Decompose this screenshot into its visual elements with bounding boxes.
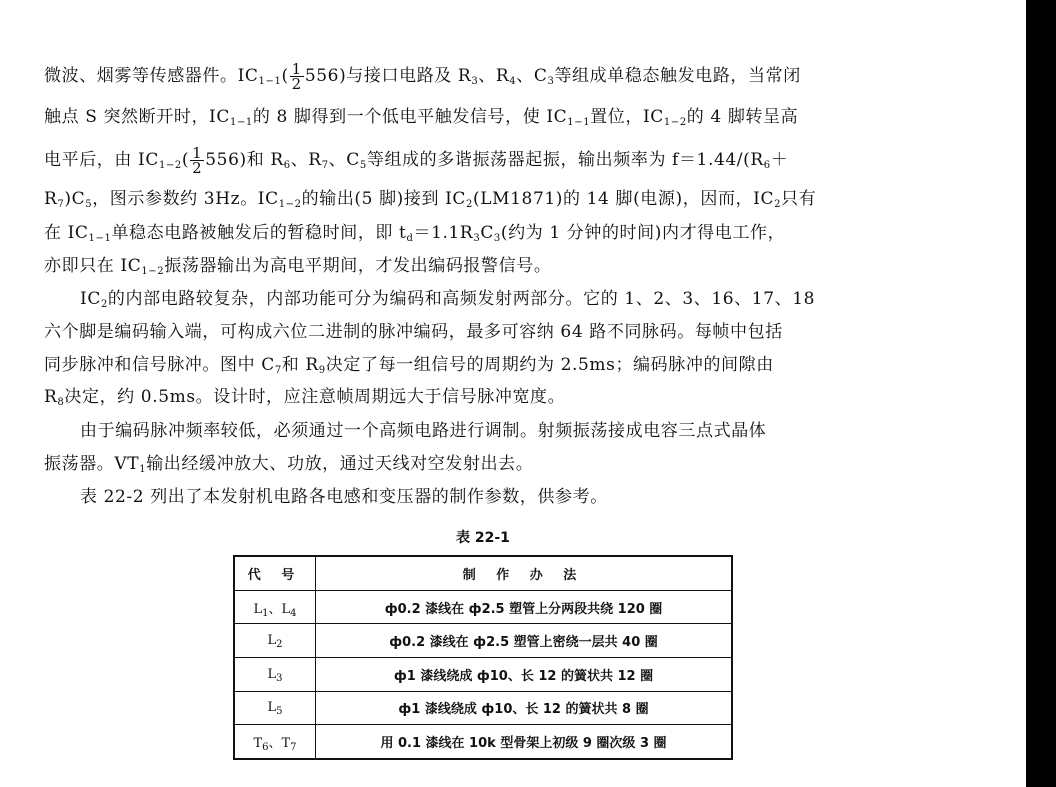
scan-border xyxy=(1026,0,1056,787)
row-method: ф1 漆线绕成 ф10、长 12 的簧状共 12 圈 xyxy=(316,657,733,691)
p2-line3: 同步脉冲和信号脉冲。图中 $C_7$和 $R_9$决定了每一组信号的周期约为 2.5ms；编码脉冲的间隙由 xyxy=(44,355,774,376)
header-method: 制 作 办 法 xyxy=(316,556,733,590)
p4-line1: 表 22-2 列出了本发射机电路各电感和变压器的制作参数，供参考。 xyxy=(80,487,608,507)
row-code: $L_1$、$L_4$ xyxy=(234,590,316,624)
p1-line5: 在 $IC_{1-1}$单稳态电路被触发后的暂稳时间，即 $t_d=1.1R_3C_3$(约为 1 分钟的时间)内才得电工作， xyxy=(44,223,786,244)
p1-line4: $R_7)C_5$，图示参数约 3Hz。$IC_{1-2}$的输出(5 脚)接到 $IC_2(LM1871)$的 14 脚(电源)，因而，$IC_2$只有 xyxy=(44,189,817,210)
table-row xyxy=(234,657,732,691)
row-code: $T_6$、$T_7$ xyxy=(234,725,316,759)
parameter-table xyxy=(233,555,733,760)
p2-line1: $IC_2$的内部电路较复杂，内部功能可分为编码和高频发射两部分。它的 1、2、3、16、17、18 xyxy=(80,289,816,310)
table-row xyxy=(234,691,732,725)
header-code: 代 号 xyxy=(234,556,316,590)
row-method: 用 0.1 漆线在 10k 型骨架上初级 9 圈次级 3 圈 xyxy=(316,725,733,759)
table-header-row xyxy=(234,556,732,590)
p1-line3: 电平后，由 $IC_{1-2}$( $\frac{1}{2}$ 556)和 $R_6$、$R_7$、$C_5$等组成的多谐振荡器起振，输出频率为 $f=1.44/(R_6+$ xyxy=(44,144,789,177)
table-caption: 表 22-1 xyxy=(456,530,510,546)
row-method: ф0.2 漆线在 ф2.5 塑管上密绕一层共 40 圈 xyxy=(316,624,733,658)
p3-line2: 振荡器。$VT_1$输出经缓冲放大、功放，通过天线对空发射出去。 xyxy=(44,454,534,475)
row-method: ф0.2 漆线在 ф2.5 塑管上分两段共绕 120 圈 xyxy=(316,590,733,624)
row-code: $L_5$ xyxy=(234,691,316,725)
row-code: $L_2$ xyxy=(234,624,316,658)
table-row xyxy=(234,725,732,759)
table-row xyxy=(234,624,732,658)
p3-line1: 由于编码脉冲频率较低，必须通过一个高频电路进行调制。射频振荡接成电容三点式晶体 xyxy=(80,421,767,441)
p2-line4: $R_8$决定，约 0.5ms。设计时，应注意帧周期远大于信号脉冲宽度。 xyxy=(44,387,566,408)
p1-line2: 触点 S 突然断开时，$IC_{1-1}$的 8 脚得到一个低电平触发信号，使 $IC_{1-1}$置位，$IC_{1-2}$的 4 脚转呈高 xyxy=(44,107,799,128)
p1-line6: 亦即只在 $IC_{1-2}$振荡器输出为高电平期间，才发出编码报警信号。 xyxy=(44,256,552,277)
p1-line1: 微波、烟雾等传感器件。$IC_{1-1}$( $\frac{1}{2}$ 556)与接口电路及 $R_3$、$R_4$、$C_3$等组成单稳态触发电路，当常闭 xyxy=(44,60,801,93)
row-code: $L_3$ xyxy=(234,657,316,691)
p2-line2: 六个脚是编码输入端，可构成六位二进制的脉冲编码，最多可容纳 64 路不同脉码。每帧中包括 xyxy=(44,322,783,342)
fraction: $\frac{1}{2}$ xyxy=(291,60,302,93)
table-row xyxy=(234,590,732,624)
row-method: ф1 漆线绕成 ф10、长 12 的簧状共 8 圈 xyxy=(316,691,733,725)
fraction: $\frac{1}{2}$ xyxy=(192,144,203,177)
